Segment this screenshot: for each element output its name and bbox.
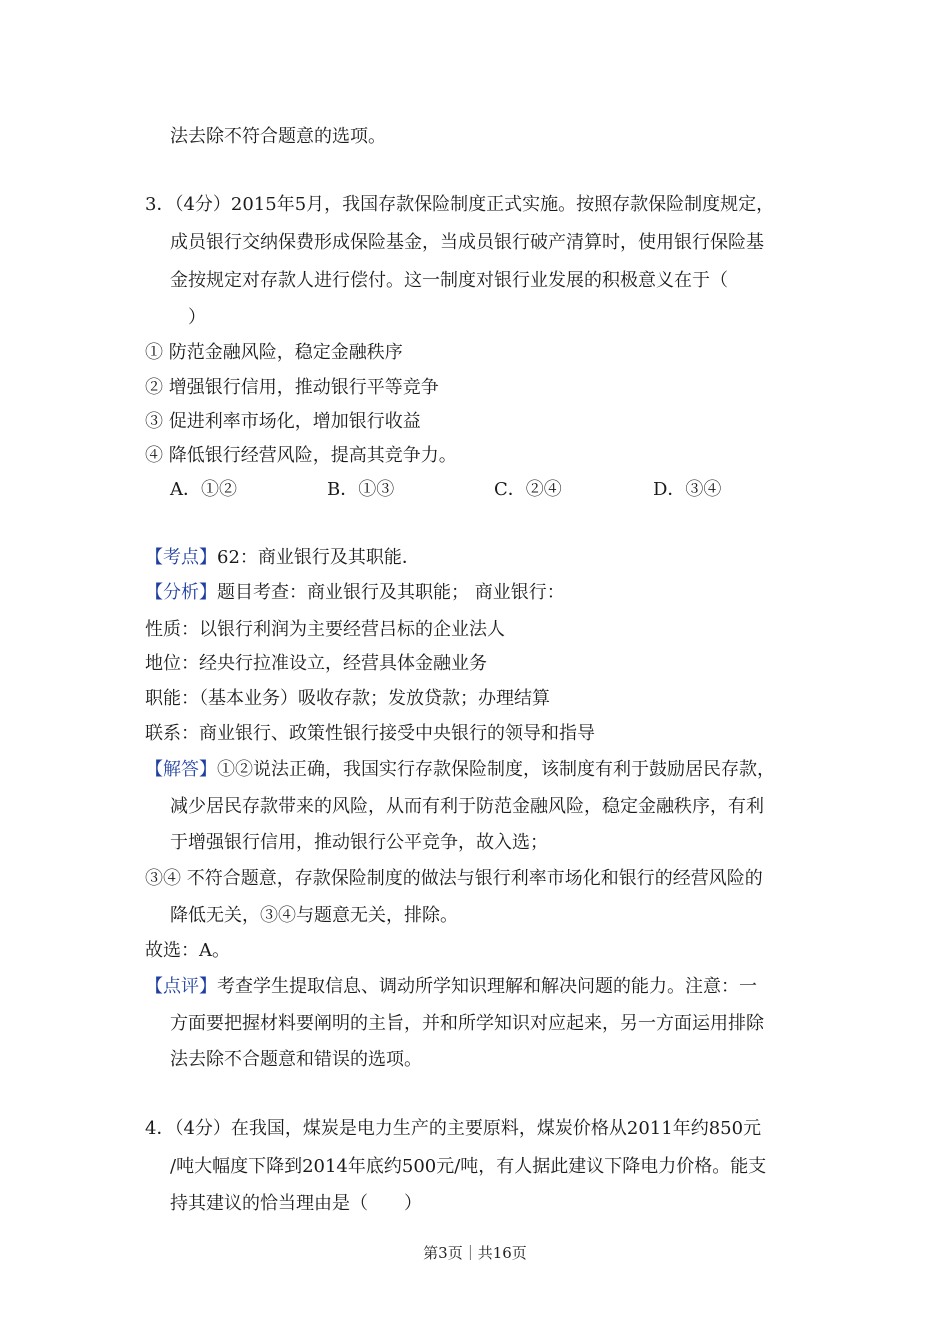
q3-item-4: ④ 降低银行经营风险，提高其竞争力。 — [145, 445, 457, 466]
fenxi-tag: 【分析】 — [145, 582, 217, 603]
q3-stem-line-2: 成员银行交纳保费形成保险基金，当成员银行破产清算时，使用银行保险基 — [170, 232, 764, 253]
fenxi-line — [145, 580, 565, 606]
q3-item-2: ② 增强银行信用，推动银行平等竞争 — [145, 377, 439, 398]
dianping-line-1 — [145, 974, 757, 1000]
dianping-tag: 【点评】 — [145, 976, 217, 997]
jieda-line-3: 于增强银行信用，推动银行公平竞争，故入选； — [170, 832, 548, 853]
q3-option-c: C．②④ — [494, 479, 562, 500]
q3-option-d: D．③④ — [653, 479, 722, 500]
q4-stem-line-1: 4．（4分）在我国，煤炭是电力生产的主要原料，煤炭价格从2011年约850元 — [145, 1118, 762, 1139]
fenxi-text: 题目考查：商业银行及其职能； 商业银行： — [217, 582, 565, 603]
fact-nature: 性质：以银行利润为主要经营吕标的企业法人 — [145, 619, 505, 640]
q4-stem-line-2: /吨大幅度下降到2014年底约500元/吨，有人据此建议下降电力价格。能支 — [170, 1156, 767, 1177]
q3-item-3: ③ 促进利率市场化，增加银行收益 — [145, 411, 421, 432]
prev-question-tail: 法去除不符合题意的选项。 — [170, 126, 386, 147]
jieda-line-2: 减少居民存款带来的风险，从而有利于防范金融风险，稳定金融秩序，有利 — [170, 796, 764, 817]
dianping-line-3: 法去除不合题意和错误的选项。 — [170, 1049, 422, 1070]
dianping-text-1: 考查学生提取信息、调动所学知识理解和解决问题的能力。注意：一 — [217, 976, 757, 997]
jieda-line-1 — [145, 757, 775, 783]
jieda-tag: 【解答】 — [145, 759, 217, 780]
page-footer: 第3页｜共16页 — [423, 1244, 527, 1262]
jieda-text-1: ①②说法正确，我国实行存款保险制度，该制度有利于鼓励居民存款， — [217, 759, 775, 780]
q3-option-b: B．①③ — [327, 479, 395, 500]
kaodian-line — [145, 545, 420, 571]
jieda-line-4: ③④ 不符合题意，存款保险制度的做法与银行利率市场化和银行的经营风险的 — [145, 868, 763, 889]
q4-stem-line-3: 持其建议的恰当理由是（ ） — [170, 1193, 422, 1214]
fact-status: 地位：经央行拉准设立，经营具体金融业务 — [145, 653, 487, 674]
kaodian-text: 62：商业银行及其职能． — [217, 547, 420, 568]
dianping-line-2: 方面要把握材料要阐明的主旨，并和所学知识对应起来，另一方面运用排除 — [170, 1013, 764, 1034]
q3-option-a: A．①② — [170, 479, 237, 500]
answer-line: 故选：A。 — [145, 940, 230, 961]
fact-function: 职能：（基本业务）吸收存款；发放贷款；办理结算 — [145, 688, 550, 709]
q3-stem-line-1: 3．（4分）2015年5月，我国存款保险制度正式实施。按照存款保险制度规定， — [145, 194, 775, 215]
q3-stem-line-4: ） — [188, 307, 206, 328]
q3-item-1: ① 防范金融风险，稳定金融秩序 — [145, 342, 403, 363]
q3-stem-line-3: 金按规定对存款人进行偿付。这一制度对银行业发展的积极意义在于（ — [170, 270, 728, 291]
jieda-line-5: 降低无关，③④与题意无关，排除。 — [170, 905, 458, 926]
kaodian-tag: 【考点】 — [145, 547, 217, 568]
fact-relation: 联系：商业银行、政策性银行接受中央银行的领导和指导 — [145, 723, 595, 744]
